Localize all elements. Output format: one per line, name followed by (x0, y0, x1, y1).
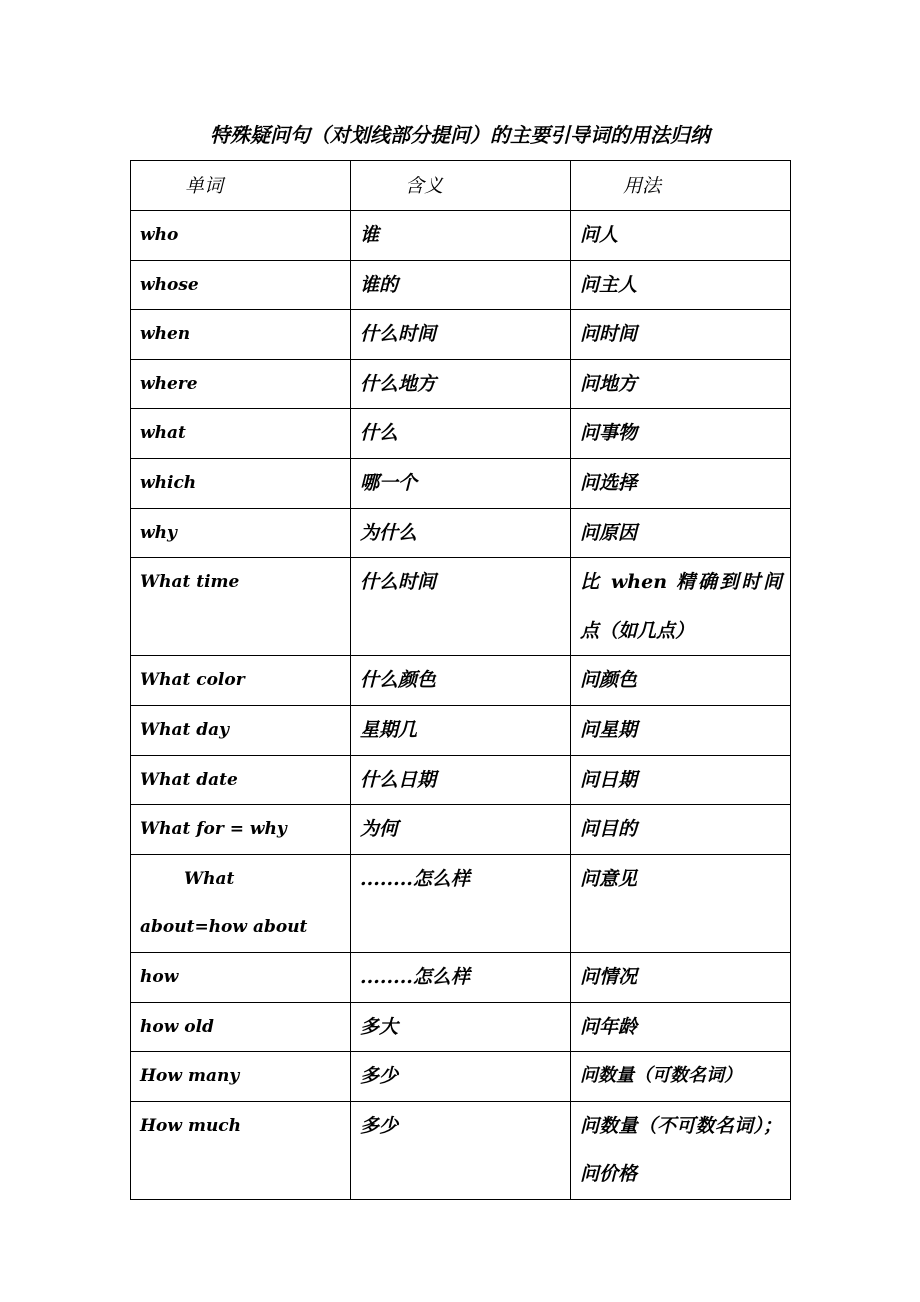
meaning-cell: 什么时间 (351, 558, 571, 656)
table-row (131, 1101, 791, 1199)
header-word: 单词 (131, 161, 351, 211)
table-row (131, 656, 791, 706)
word-cell: when (131, 310, 351, 360)
usage-cell: 问目的 (571, 805, 791, 855)
usage-cell: 问日期 (571, 755, 791, 805)
usage-cell: 问年龄 (571, 1002, 791, 1052)
table-row (131, 260, 791, 310)
usage-cell: 问意见 (571, 854, 791, 952)
word-cell: How much (131, 1101, 351, 1199)
meaning-cell: 为什么 (351, 508, 571, 558)
table-row (131, 1002, 791, 1052)
meaning-cell: 什么 (351, 409, 571, 459)
table-row (131, 508, 791, 558)
table-row (131, 755, 791, 805)
meaning-cell: 什么地方 (351, 359, 571, 409)
word-cell: What for = why (131, 805, 351, 855)
meaning-cell: 星期几 (351, 705, 571, 755)
word-cell: who (131, 211, 351, 261)
word-cell: What about=how about (131, 854, 351, 952)
table-row (131, 310, 791, 360)
meaning-cell: 什么时间 (351, 310, 571, 360)
table-row (131, 558, 791, 656)
word-cell: where (131, 359, 351, 409)
table-row (131, 359, 791, 409)
usage-cell: 比 when 精确到时间点（如几点） (571, 558, 791, 656)
table-row (131, 458, 791, 508)
word-cell: how (131, 952, 351, 1002)
usage-cell: 问人 (571, 211, 791, 261)
table-row (131, 1052, 791, 1102)
usage-cell: 问情况 (571, 952, 791, 1002)
page-title: 特殊疑问句（对划线部分提问）的主要引导词的用法归纳 (210, 123, 710, 147)
usage-cell: 问地方 (571, 359, 791, 409)
word-cell: what (131, 409, 351, 459)
usage-cell: 问时间 (571, 310, 791, 360)
word-cell: What day (131, 705, 351, 755)
meaning-cell: 多少 (351, 1052, 571, 1102)
table-header-row (131, 161, 791, 211)
word-cell: What time (131, 558, 351, 656)
usage-cell: 问数量（可数名词） (571, 1052, 791, 1102)
word-cell: What color (131, 656, 351, 706)
usage-cell: 问选择 (571, 458, 791, 508)
meaning-cell: 谁 (351, 211, 571, 261)
meaning-cell: ........怎么样 (351, 854, 571, 952)
table-row (131, 211, 791, 261)
word-cell: whose (131, 260, 351, 310)
word-cell: why (131, 508, 351, 558)
meaning-cell: ........怎么样 (351, 952, 571, 1002)
usage-cell: 问数量（不可数名词）；问价格 (571, 1101, 791, 1199)
meaning-cell: 谁的 (351, 260, 571, 310)
header-meaning: 含义 (351, 161, 571, 211)
meaning-cell: 哪一个 (351, 458, 571, 508)
meaning-cell: 为何 (351, 805, 571, 855)
word-cell: how old (131, 1002, 351, 1052)
usage-cell: 问主人 (571, 260, 791, 310)
meaning-cell: 什么日期 (351, 755, 571, 805)
meaning-cell: 什么颜色 (351, 656, 571, 706)
table-row (131, 854, 791, 952)
meaning-cell: 多少 (351, 1101, 571, 1199)
table-row (131, 705, 791, 755)
usage-cell: 问事物 (571, 409, 791, 459)
word-cell: How many (131, 1052, 351, 1102)
usage-cell: 问星期 (571, 705, 791, 755)
word-cell: which (131, 458, 351, 508)
table-row (131, 409, 791, 459)
header-usage: 用法 (571, 161, 791, 211)
word-cell: What date (131, 755, 351, 805)
table-row (131, 805, 791, 855)
usage-cell: 问颜色 (571, 656, 791, 706)
usage-cell: 问原因 (571, 508, 791, 558)
meaning-cell: 多大 (351, 1002, 571, 1052)
question-word-table (130, 160, 791, 1200)
table-row (131, 952, 791, 1002)
